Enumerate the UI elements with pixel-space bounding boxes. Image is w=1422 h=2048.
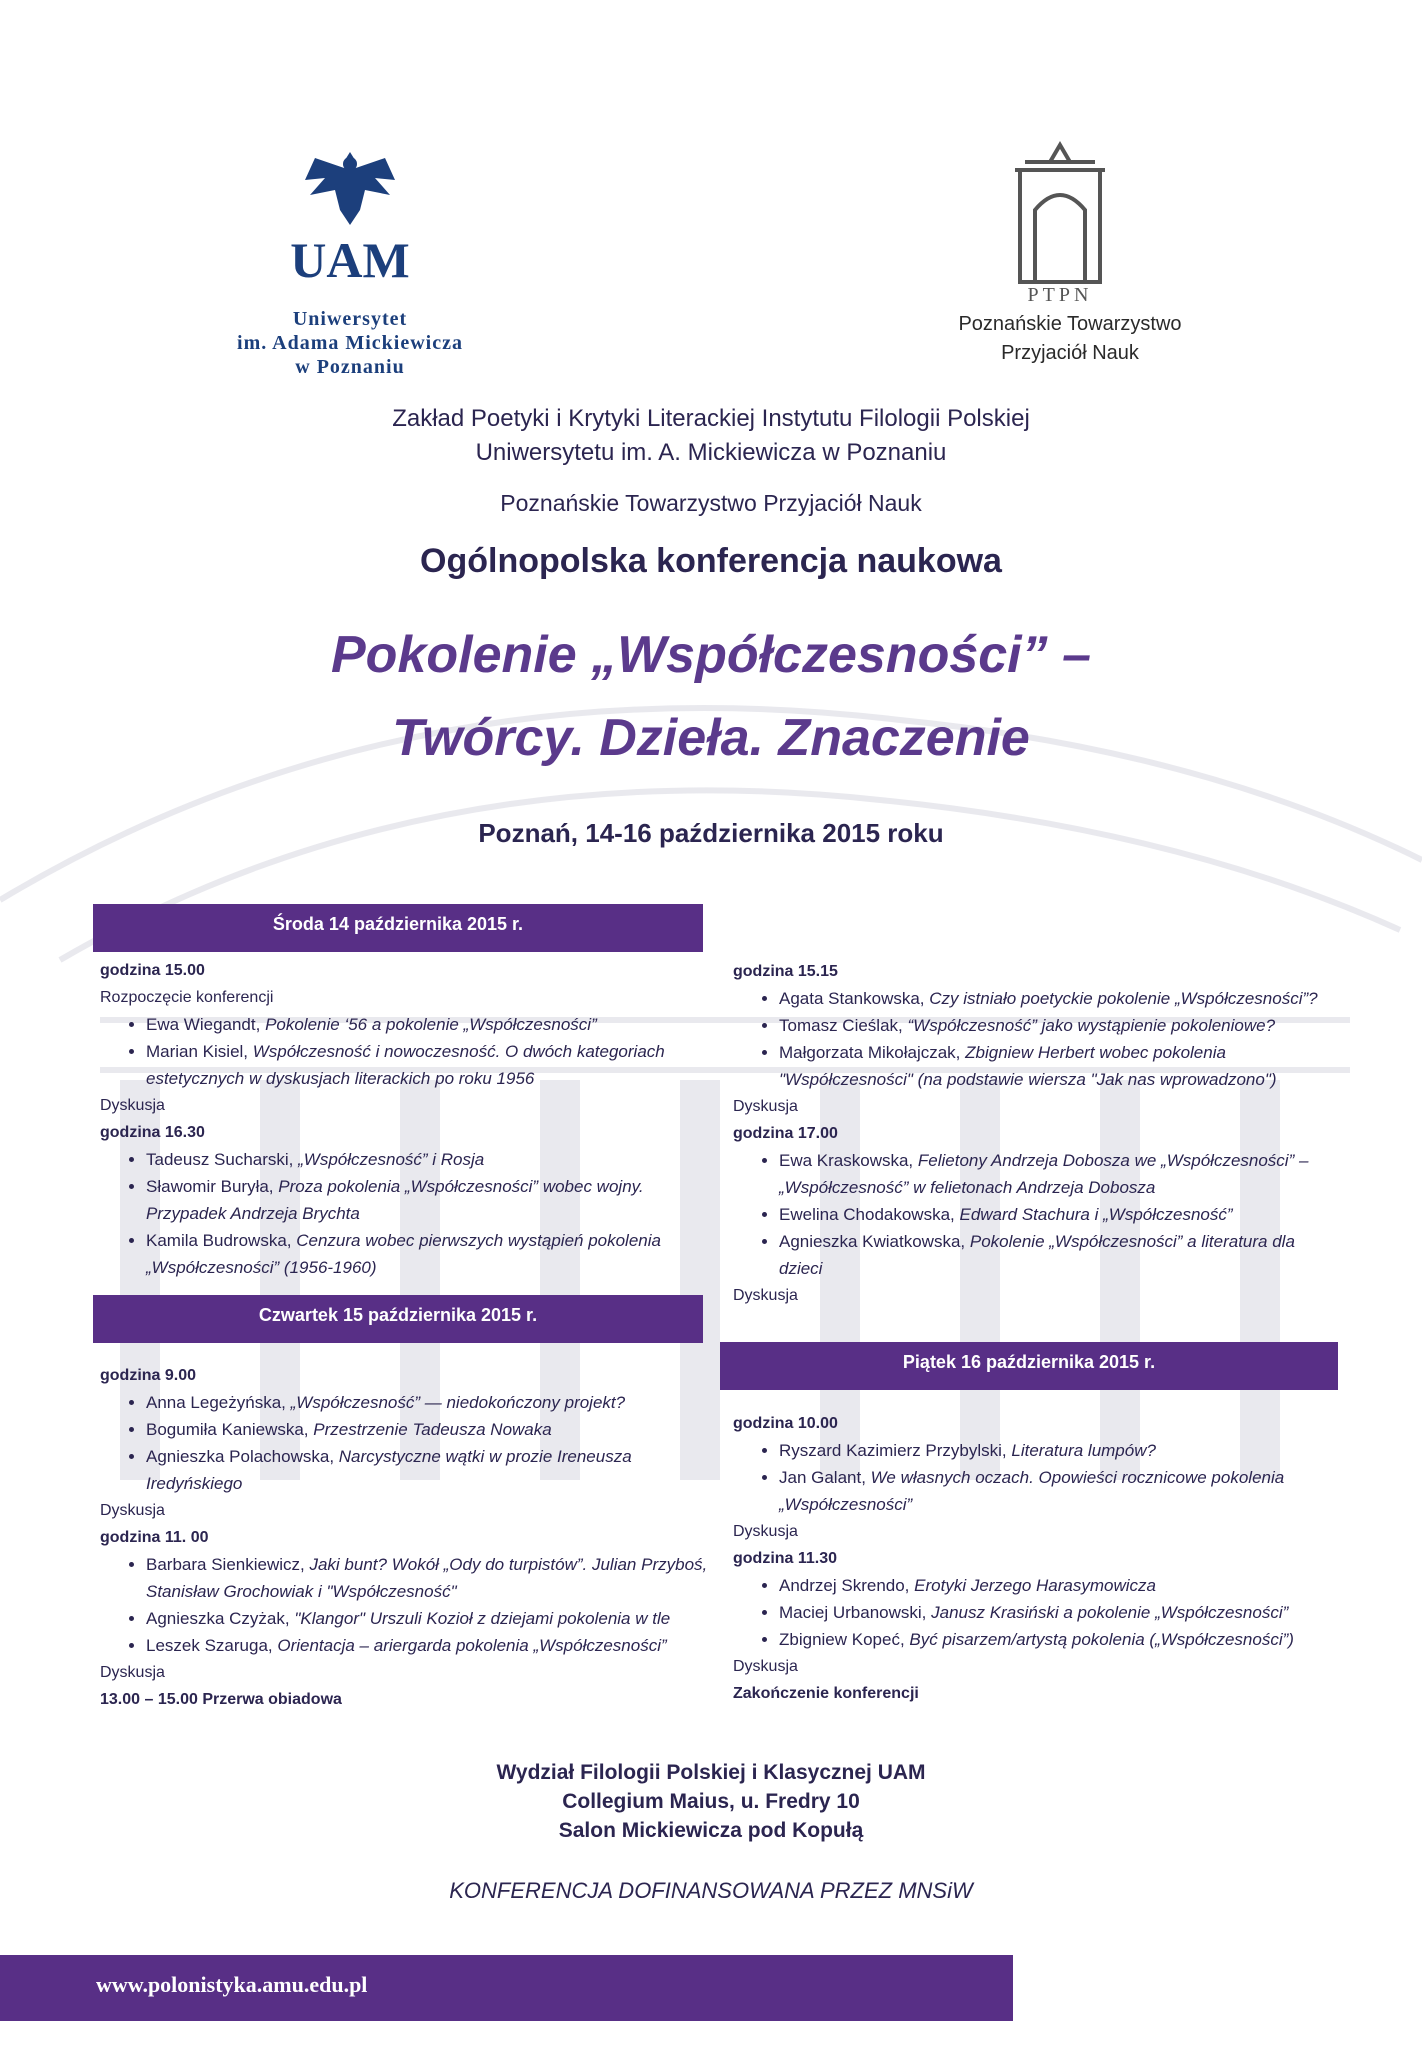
venue: Wydział Filologii Polskiej i Klasycznej UAM Collegium Maius, u. Fredry 10 Salon Mickiewicza pod Kopułą xyxy=(496,1761,926,1842)
talk: • Agnieszka Czyżak, "Klangor" Urszuli Kozioł z dziejami pokolenia w tle xyxy=(146,1605,710,1632)
talk: • Kamila Budrowska, Cenzura wobec pierwszych wystąpień pokolenia „Współczesności” (1956-1960) xyxy=(146,1227,700,1281)
discussion: Dyskusja xyxy=(100,1664,165,1681)
friday-column xyxy=(733,1410,1338,1707)
talk: • Ewa Wiegandt, Pokolenie ‘56 a pokolenie „Współczesności” xyxy=(146,1011,700,1038)
discussion: Dyskusja xyxy=(100,1502,165,1519)
time-slot: godzina 15.00 xyxy=(100,962,205,979)
conference-dates: Poznań, 14-16 października 2015 roku xyxy=(478,818,944,848)
talk: • Zbigniew Kopeć, Być pisarzem/artystą pokolenia („Współczesności”) xyxy=(779,1626,1338,1653)
time-slot: godzina 10.00 xyxy=(733,1415,838,1432)
website-link[interactable]: www.polonistyka.amu.edu.pl xyxy=(96,1972,368,1997)
talk: • Marian Kisiel, Współczesność i nowoczesność. O dwóch kategoriach estetycznych w dyskusjach literackich po roku 1956 xyxy=(146,1038,700,1092)
time-slot: godzina 16.30 xyxy=(100,1124,205,1141)
conference-type: Ogólnopolska konferencja naukowa xyxy=(420,542,1002,580)
ptpn-caption: Poznańskie Towarzystwo Przyjaciół Nauk xyxy=(958,313,1182,364)
organizer: Zakład Poetyki i Krytyki Literackiej Instytutu Filologii Polskiej Uniwersytetu im. A. Mickiewicza w Poznaniu xyxy=(392,405,1030,466)
talk: • Sławomir Buryła, Proza pokolenia „Współczesności” wobec wojny. Przypadek Andrzeja Brychta xyxy=(146,1173,700,1227)
conference-title-line1: Pokolenie „Współczesności” – xyxy=(331,626,1091,684)
time-slot: godzina 11.30 xyxy=(733,1550,838,1567)
thursday-column xyxy=(100,1362,710,1713)
discussion: Dyskusja xyxy=(733,1098,798,1115)
talk: • Ewelina Chodakowska, Edward Stachura i „Współczesność” xyxy=(779,1201,1338,1228)
opening-note: Rozpoczęcie konferencji xyxy=(100,989,274,1006)
talk: • Agnieszka Kwiatkowska, Pokolenie „Współczesności” a literatura dla dzieci xyxy=(779,1228,1338,1282)
talk: • Tadeusz Sucharski, „Współczesność” i Rosja xyxy=(146,1146,700,1173)
day-header-wednesday: Środa 14 października 2015 r. xyxy=(93,904,703,952)
co-organizer: Poznańskie Towarzystwo Przyjaciół Nauk xyxy=(500,490,922,516)
talk: • Jan Galant, We własnych oczach. Opowieści rocznicowe pokolenia „Współczesności” xyxy=(779,1464,1338,1518)
talk: • Tomasz Cieślak, “Współczesność” jako wystąpienie pokoleniowe? xyxy=(779,1012,1338,1039)
talk: • Maciej Urbanowski, Janusz Krasiński a pokolenie „Współczesności” xyxy=(779,1599,1338,1626)
day-header-friday: Piątek 16 października 2015 r. xyxy=(720,1342,1338,1390)
discussion: Dyskusja xyxy=(100,1097,165,1114)
wednesday-right-column xyxy=(733,958,1338,1309)
lunch-break: 13.00 – 15.00 Przerwa obiadowa xyxy=(100,1691,342,1708)
talk: • Leszek Szaruga, Orientacja – ariergarda pokolenia „Współczesności” xyxy=(146,1632,710,1659)
day-header-thursday: Czwartek 15 października 2015 r. xyxy=(93,1295,703,1343)
talk: • Ewa Kraskowska, Felietony Andrzeja Dobosza we „Współczesności” – „Współczesność” w felietonach Andrzeja Dobosza xyxy=(779,1147,1338,1201)
gate-icon xyxy=(1010,140,1110,285)
eagle-icon xyxy=(295,150,405,230)
uam-logo xyxy=(200,150,500,379)
funding-note: KONFERENCJA DOFINANSOWANA PRZEZ MNSiW xyxy=(449,1878,973,1903)
ptpn-monogram: PTPN xyxy=(1027,284,1093,306)
uam-monogram: UAM xyxy=(290,232,410,288)
time-slot: godzina 17.00 xyxy=(733,1125,838,1142)
closing: Zakończenie konferencji xyxy=(733,1685,919,1702)
time-slot: godzina 15.15 xyxy=(733,963,838,980)
time-slot: godzina 9.00 xyxy=(100,1367,197,1384)
talk: • Andrzej Skrendo, Erotyki Jerzego Harasymowicza xyxy=(779,1572,1338,1599)
conference-title-line2: Twórcy. Dzieła. Znaczenie xyxy=(392,709,1030,767)
talk: • Barbara Sienkiewicz, Jaki bunt? Wokół „Ody do turpistów”. Julian Przyboś, Stanisław Grochowiak i "Współczesność" xyxy=(146,1551,710,1605)
talk: • Ryszard Kazimierz Przybylski, Literatura lumpów? xyxy=(779,1437,1338,1464)
discussion: Dyskusja xyxy=(733,1523,798,1540)
discussion: Dyskusja xyxy=(733,1287,798,1304)
talk: • Agata Stankowska, Czy istniało poetyckie pokolenie „Współczesności”? xyxy=(779,985,1338,1012)
uam-name: Uniwersytet im. Adama Mickiewicza w Poznaniu xyxy=(237,308,463,378)
ptpn-logo xyxy=(1010,140,1130,307)
talk: • Bogumiła Kaniewska, Przestrzenie Tadeusza Nowaka xyxy=(146,1416,710,1443)
time-slot: godzina 11. 00 xyxy=(100,1529,209,1546)
discussion: Dyskusja xyxy=(733,1658,798,1675)
wednesday-left-column xyxy=(100,957,700,1281)
talk: • Anna Legeżyńska, „Współczesność” — niedokończony projekt? xyxy=(146,1389,710,1416)
talk: • Małgorzata Mikołajczak, Zbigniew Herbert wobec pokolenia "Współczesności" (na podstawie wiersza "Jak nas wprowadzono") xyxy=(779,1039,1338,1093)
talk: • Agnieszka Polachowska, Narcystyczne wątki w prozie Ireneusza Iredyńskiego xyxy=(146,1443,710,1497)
